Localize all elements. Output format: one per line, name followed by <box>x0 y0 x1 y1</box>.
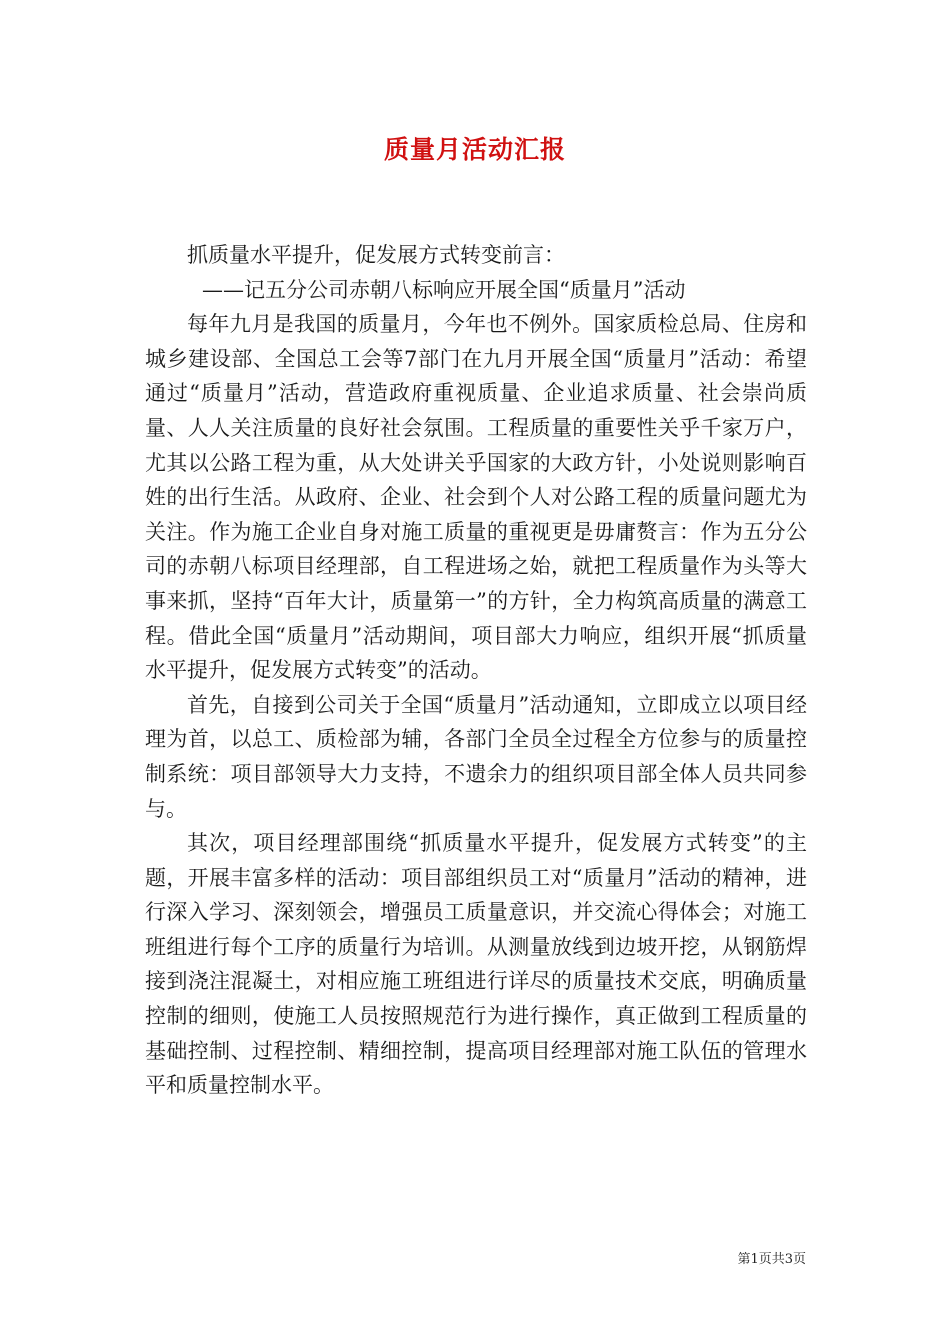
document-title: 质量月活动汇报 <box>383 135 566 164</box>
body-paragraph-3: 其次，项目经理部围绕“抓质量水平提升，促发展方式转变”的主题，开展丰富多样的活动：项目部组织员工对“质量月”活动的精神，进行深入学习、深刻领会，增强员工质量意识，并交流心得体会；对施工班组进行每个工序的质量行为培训。从测量放线到边坡开挖，从钢筋焊接到浇注混凝土，对相应施工班组进行详尽的质量技术交底，明确质量控制的细则，使施工人员按照规范行为进行操作，真正做到工程质量的基础控制、过程控制、精细控制，提高项目经理部对施工队伍的管理水平和质量控制水平。 <box>145 831 807 1098</box>
intro-subtitle: ——记五分公司赤朝八标响应开展全国“质量月”活动 <box>202 277 686 302</box>
document-body <box>145 238 807 1103</box>
page-number: 第1页共3页 <box>737 1252 806 1267</box>
intro-heading: 抓质量水平提升，促发展方式转变前言： <box>187 243 565 267</box>
body-paragraph-2: 首先，自接到公司关于全国“质量月”活动通知，立即成立以项目经理为首，以总工、质检部为辅，各部门全员全过程全方位参与的质量控制系统：项目部领导大力支持，不遗余力的组织项目部全体人员共同参与。 <box>145 692 807 821</box>
body-paragraph-1: 每年九月是我国的质量月，今年也不例外。国家质检总局、住房和城乡建设部、全国总工会等7部门在九月开展全国“质量月”活动：希望通过“质量月”活动，营造政府重视质量、企业追求质量、社会崇尚质量、人人关注质量的良好社会氛围。工程质量的重要性关乎千家万户，尤其以公路工程为重，从大处讲关乎国家的大政方针，小处说则影响百姓的出行生活。从政府、企业、社会到个人对公路工程的质量问题尤为关注。作为施工企业自身对施工质量的重视更是毋庸赘言：作为五分公司的赤朝八标项目经理部，自工程进场之始，就把工程质量作为头等大事来抓，坚持“百年大计，质量第一”的方针，全力构筑高质量的满意工程。借此全国“质量月”活动期间，项目部大力响应，组织开展“抓质量水平提升，促发展方式转变”的活动。 <box>145 312 807 683</box>
